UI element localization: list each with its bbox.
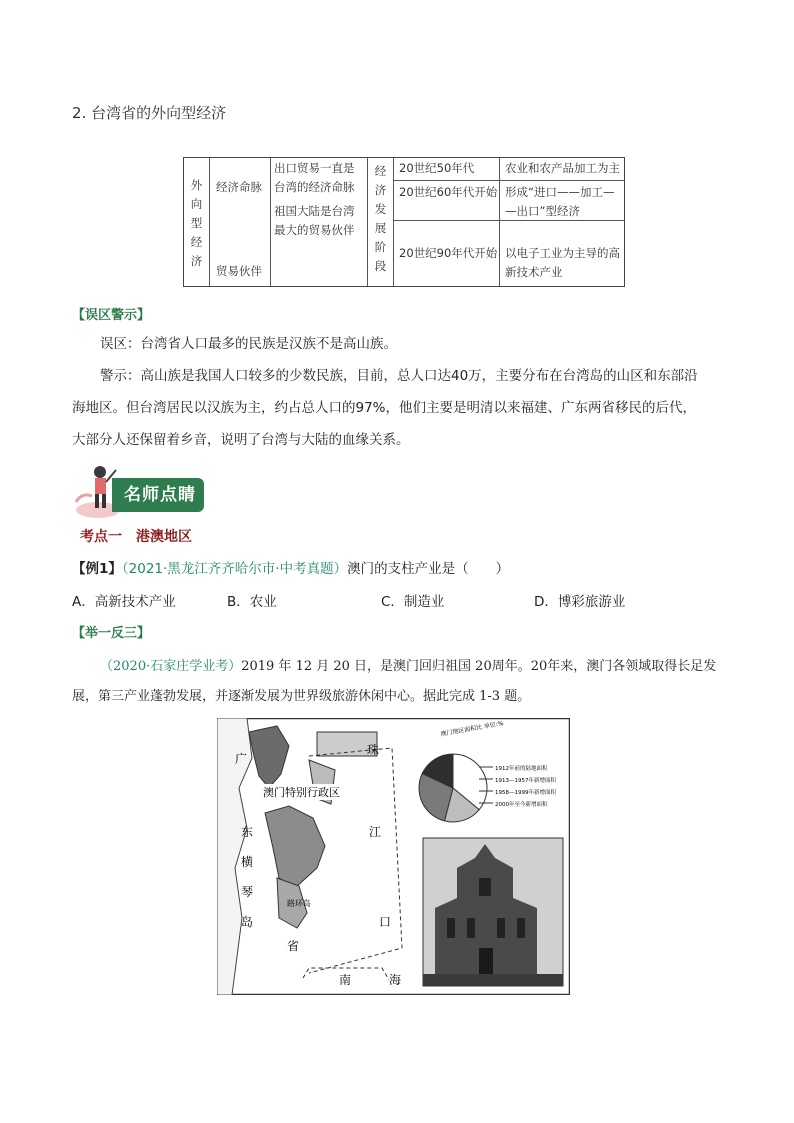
stage-desc-1: 农业和农产品加工为主: [505, 161, 620, 175]
warn-line-2: 警示：高山族是我国人口较多的少数民族，目前，总人口达40万，主要分布在台湾岛的山区和东部沿: [100, 368, 698, 384]
legend-entry: 1913—1957年新增面积: [495, 778, 556, 784]
warn-line-1: 误区：台湾省人口最多的民族是汉族不是高山族。: [100, 336, 397, 352]
stage-desc-2: 形成“进口——加工— —出口”型经济: [505, 185, 615, 218]
jufan-badge: 【举一反三】: [72, 626, 151, 641]
economy-table: [183, 157, 625, 287]
section-banner: 名师点睛: [112, 478, 204, 512]
macau-figure: [217, 718, 570, 995]
map-label-zhu: 珠: [367, 743, 380, 757]
map-title: 澳门特别行政区: [263, 786, 340, 799]
option-b[interactable]: B．农业: [227, 594, 277, 610]
option-d[interactable]: D．博彩旅游业: [534, 594, 626, 610]
warn-line-3: 海地区。但台湾居民以汉族为主，约占总人口的97%，他们主要是明清以来福建、广东两省移民的后代，: [72, 400, 697, 416]
stage-period-1: 20世纪50年代: [399, 161, 475, 175]
warn-badge: 【误区警示】: [72, 308, 151, 323]
section-title: 2. 台湾省的外向型经济: [72, 104, 227, 122]
example-tag: 【例1】: [72, 561, 122, 577]
example-stem: 澳门的支柱产业是（ ）: [347, 561, 510, 577]
map-label-heng: 横: [241, 855, 254, 869]
table-economy-lifeline: 经济命脉: [216, 180, 262, 194]
map-label-sheng: 省: [287, 939, 300, 953]
warn-line-4: 大部分人还保留着乡音，说明了台湾与大陆的血缘关系。: [72, 432, 410, 448]
stage-period-3: 20世纪90年代开始: [399, 246, 498, 260]
stage-period-2: 20世纪60年代开始: [399, 185, 498, 199]
map-label-jiang: 江: [369, 825, 382, 839]
area-pie-chart: [419, 754, 487, 822]
jufan-source: （2020·石家庄学业考）: [100, 659, 242, 674]
map-label-dao: 岛: [241, 915, 254, 929]
example-source: （2021·黑龙江齐齐哈尔市·中考真题）: [121, 561, 348, 577]
map-label-kou: 口: [379, 915, 392, 929]
map-label-nan: 南: [339, 973, 352, 987]
option-a[interactable]: A．高新技术产业: [72, 594, 176, 610]
legend-entry: 1912年前的陆地面积: [495, 766, 548, 772]
table-lifeline-desc: 出口贸易一直是 台湾的经济命脉: [274, 161, 355, 194]
map-label-hai: 海: [389, 973, 402, 987]
map-label-guang: 广: [235, 752, 248, 766]
option-c[interactable]: C．制造业: [381, 594, 445, 610]
table-partner-desc: 祖国大陆是台湾 最大的贸易伙伴: [274, 204, 355, 237]
map-label-dong: 东: [241, 825, 254, 839]
table-col1: 外 向 型 经 济: [190, 178, 203, 268]
legend-entry: 1958—1999年新增面积: [495, 790, 556, 796]
legend-entry: 2000年至今新增面积: [495, 802, 548, 808]
map-label-road: 路环岛: [287, 899, 311, 908]
stage-desc-3: 以电子工业为主导的高 新技术产业: [505, 246, 620, 279]
pie-title: 澳门地区面积比 单位:%: [440, 720, 505, 738]
table-trade-partner: 贸易伙伴: [216, 264, 262, 278]
kaodian-title: 考点一 港澳地区: [80, 529, 192, 545]
jufan-text: （2020·石家庄学业考）2019 年 12 月 20 日，是澳门回归祖国 20周年。20年来，澳门各领域取得长足发 展，第三产业蓬勃发展，并逐渐发展为世界级旅游休闲中心。据此完成 1-3 题。: [72, 659, 717, 704]
table-stage-header: 经 济 发 展 阶 段: [374, 164, 387, 273]
example-question: [72, 557, 509, 577]
map-label-qin: 琴: [241, 885, 254, 899]
